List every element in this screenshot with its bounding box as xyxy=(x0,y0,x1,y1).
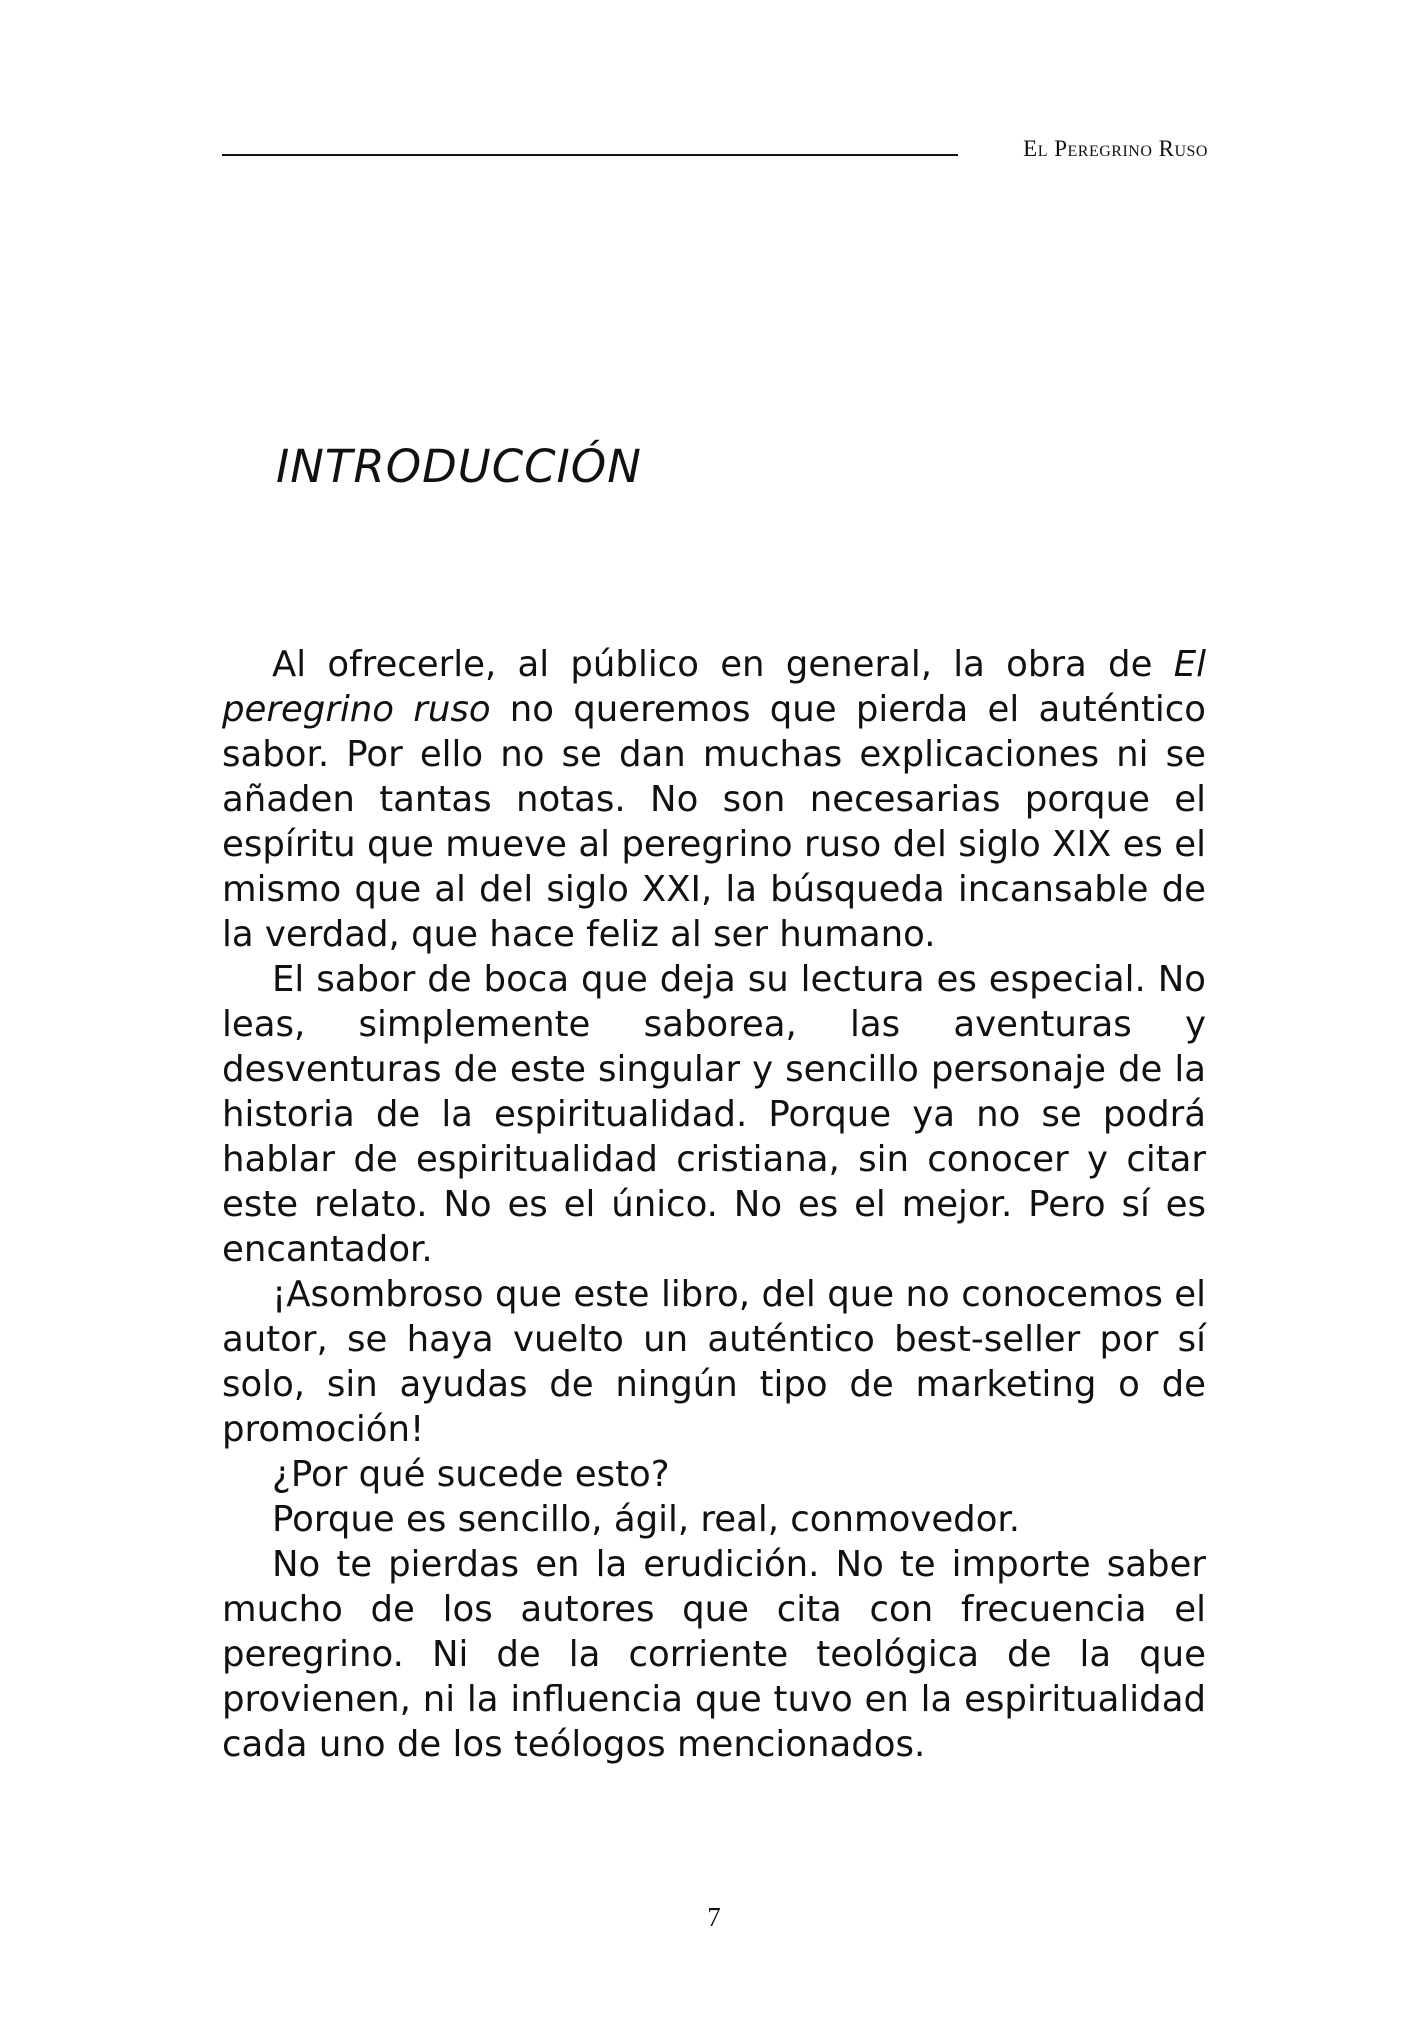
paragraph xyxy=(222,642,1206,957)
paragraph-text: no queremos que pierda el auténtico sabor. Por ello no se dan muchas explicaciones ni se añaden tantas notas. No son necesarias porque el espíritu que mueve al peregrino ruso del siglo XIX es el mismo que al del siglo XXI, la búsqueda incansable de la verdad, que hace feliz al ser humano. xyxy=(222,689,1206,955)
paragraph: No te pierdas en la erudición. No te importe saber mucho de los autores que cita con frecuencia el peregrino. Ni de la corriente teológica de la que provienen, ni la influencia que tuvo en la espiritualidad cada uno de los teólogos mencionados. xyxy=(222,1544,1206,1765)
chapter-title: INTRODUCCIÓN xyxy=(276,440,642,493)
paragraph: ¿Por qué sucede esto? xyxy=(272,1454,670,1495)
body-text xyxy=(222,642,1206,1767)
paragraph-text: Al ofrecerle, al público en general, la obra de xyxy=(272,644,1174,685)
header-rule xyxy=(222,154,958,156)
page-number: 7 xyxy=(707,1902,721,1932)
running-title: El Peregrino Ruso xyxy=(1023,136,1208,161)
paragraph: El sabor de boca que deja su lectura es especial. No leas, simplemente saborea, las aventuras y desventuras de este singular y sencillo personaje de la historia de la espiritualidad. Porque ya no se podrá hablar de espiritualidad cristiana, sin conocer y citar este relato. No es el único. No es el mejor. Pero sí es encantador. xyxy=(222,959,1206,1270)
paragraph: Porque es sencillo, ágil, real, conmovedor. xyxy=(272,1499,1021,1540)
book-title-italic: El peregrino ruso xyxy=(222,644,1206,730)
running-head xyxy=(222,128,1208,164)
paragraph: ¡Asombroso que este libro, del que no conocemos el autor, se haya vuelto un auténtico best-seller por sí solo, sin ayudas de ningún tipo de marketing o de promoción! xyxy=(222,1274,1206,1450)
